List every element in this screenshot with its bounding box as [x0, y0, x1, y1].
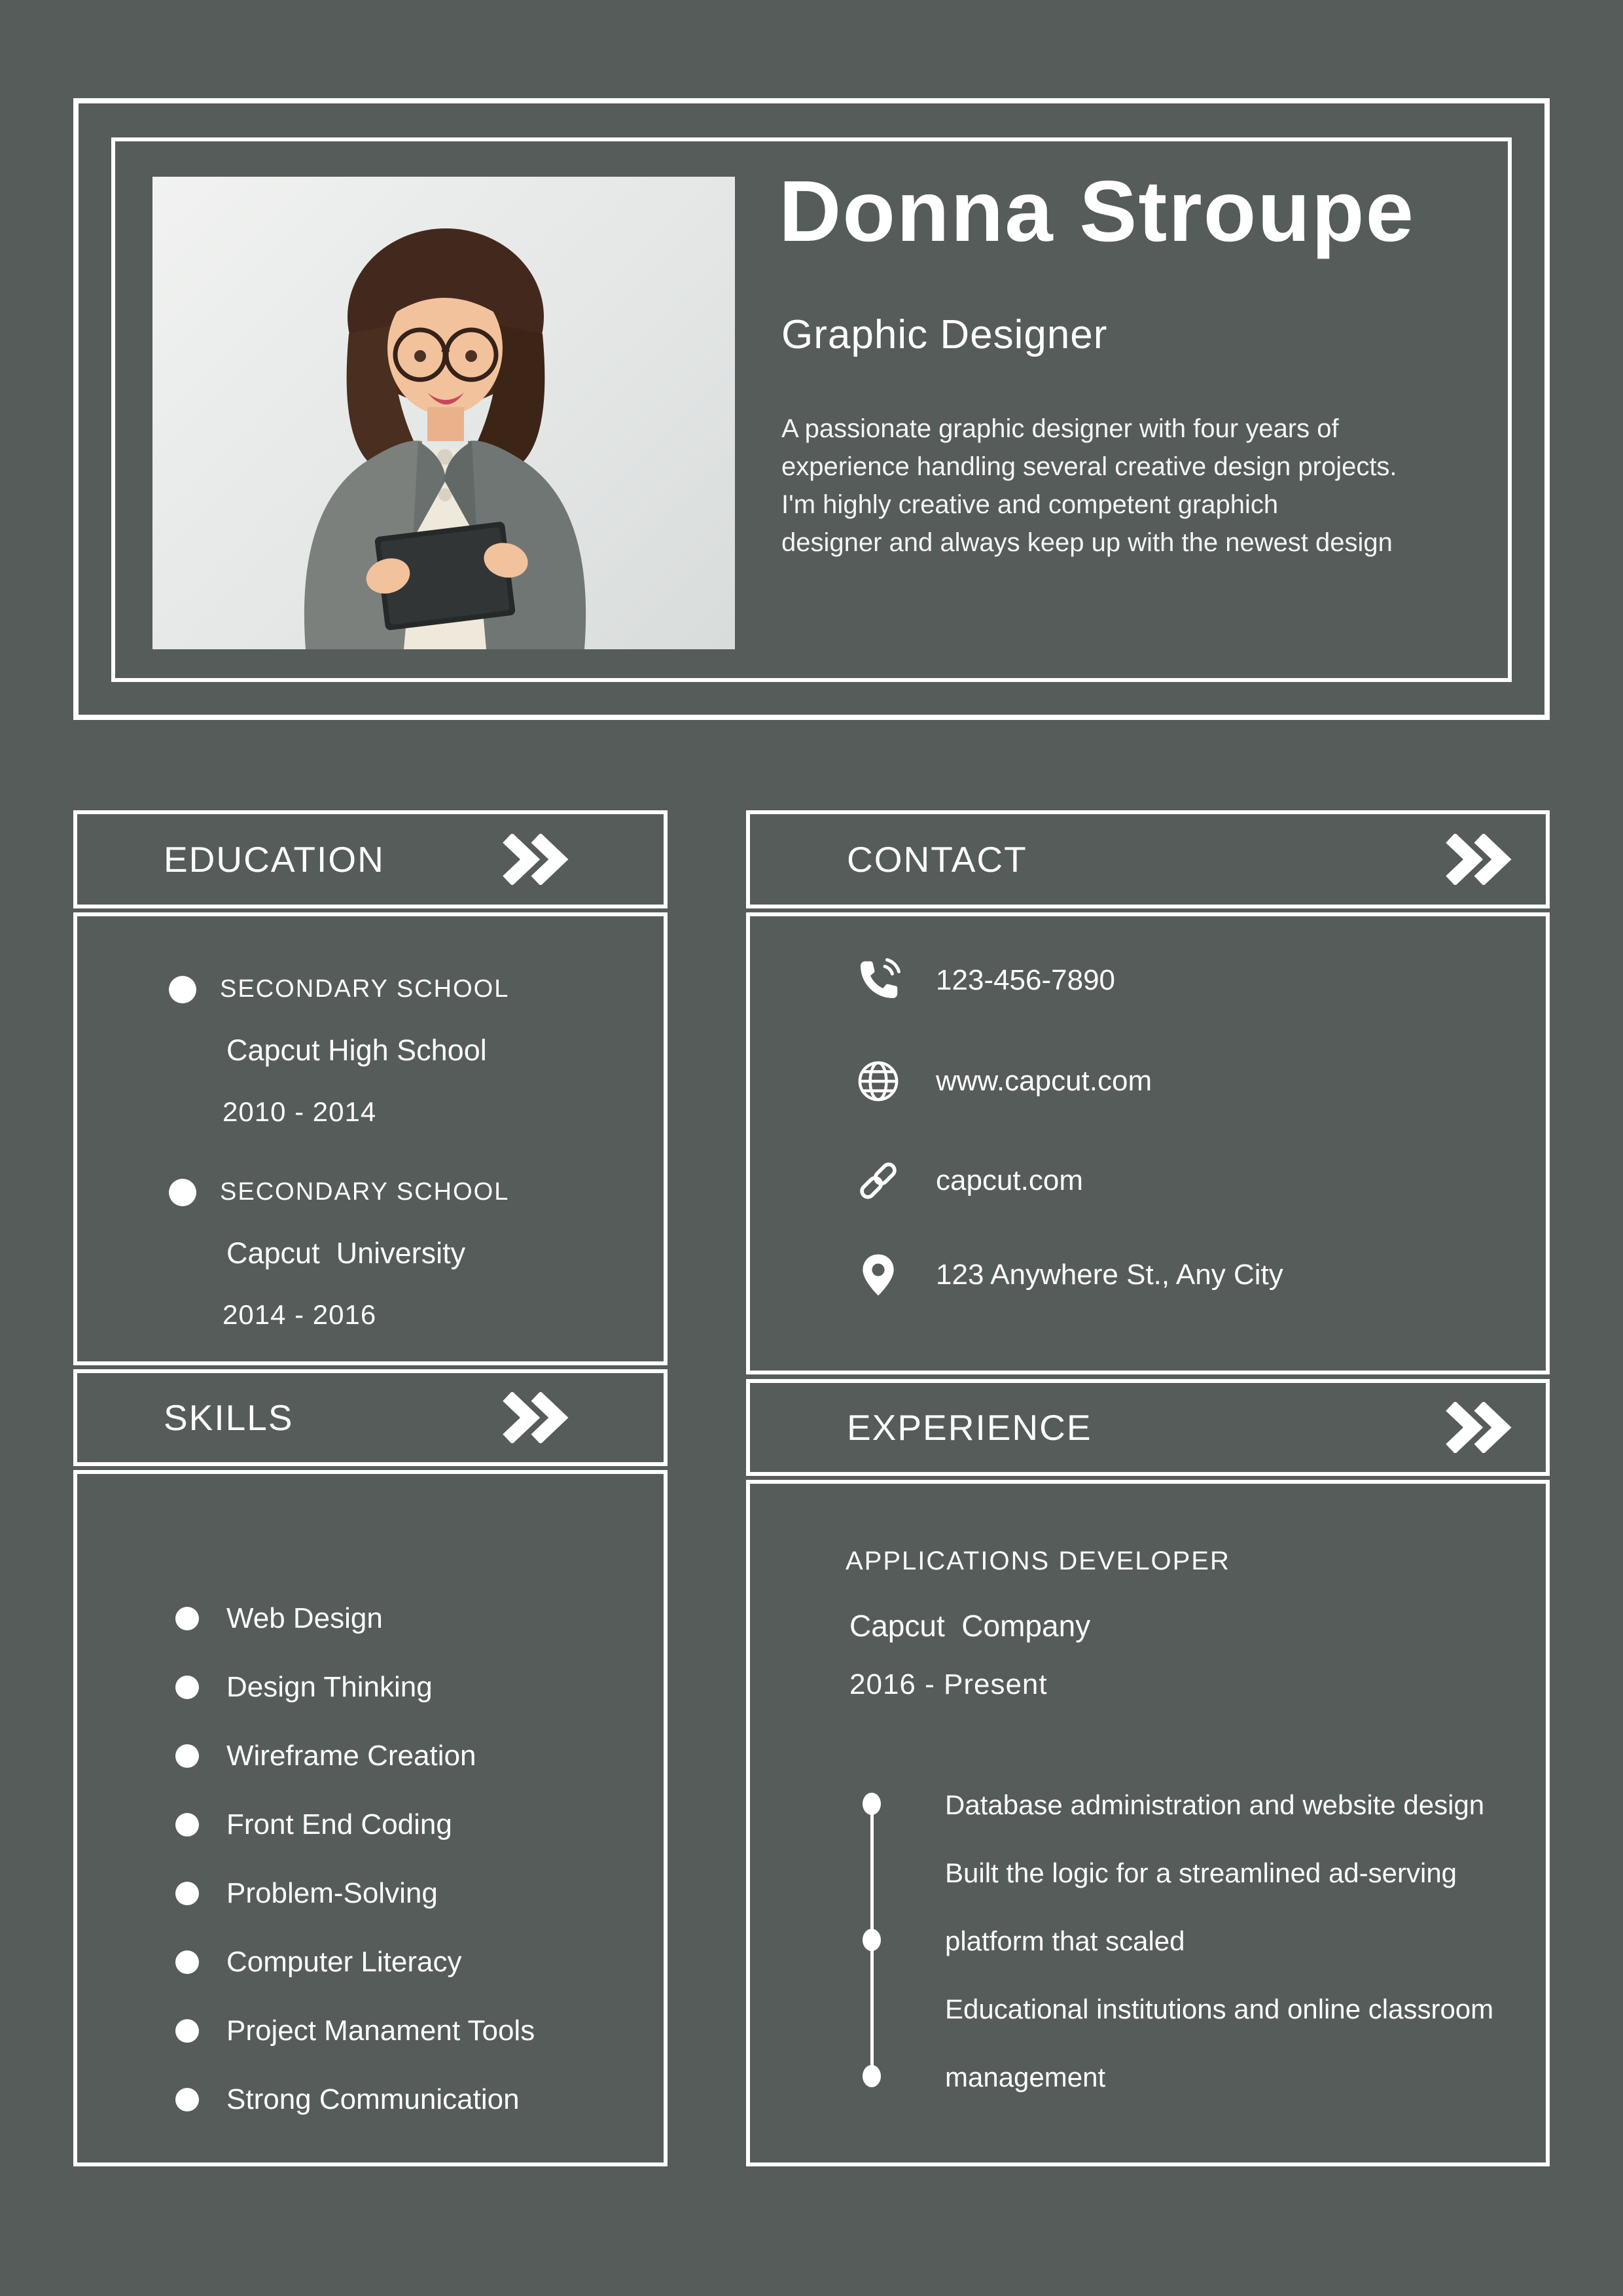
job-title: Graphic Designer [781, 312, 1108, 357]
education-item-dates: 2010 - 2014 [223, 1096, 377, 1127]
contact-section-header [746, 810, 1550, 908]
profile-photo [152, 177, 735, 649]
contact-item-phone [855, 957, 1115, 1004]
education-item-label: SECONDARY SCHOOL [220, 975, 510, 1003]
education-header-label: EDUCATION [164, 839, 385, 880]
education-item [169, 1178, 637, 1331]
contact-link-text: capcut.com [936, 1164, 1083, 1196]
education-content-box [73, 912, 668, 1365]
experience-bullet-line: Database administration and website design [945, 1789, 1485, 1820]
experience-content-box [746, 1480, 1550, 2166]
skills-list [175, 1584, 644, 2134]
bullet-dot [175, 1744, 199, 1768]
profile-photo-illustration [152, 177, 735, 649]
contact-item-address [855, 1251, 1283, 1299]
summary-line: designer and always keep up with the newest design [781, 528, 1393, 557]
experience-bullet-line: Built the logic for a streamlined ad-serving [945, 1857, 1457, 1888]
skill-item: Strong Communication [175, 2065, 644, 2134]
education-item [169, 975, 637, 1128]
skill-item: Front End Coding [175, 1790, 644, 1859]
bullet-dot [175, 2088, 199, 2111]
education-item-dates: 2014 - 2016 [223, 1299, 377, 1330]
timeline-dot [863, 1929, 881, 1951]
summary-paragraph [781, 410, 1514, 562]
skill-item: Project Manament Tools [175, 1996, 644, 2065]
experience-section-header [746, 1379, 1550, 1476]
experience-role: APPLICATIONS DEVELOPER [846, 1547, 1230, 1575]
experience-dates: 2016 - Present [849, 1668, 1048, 1700]
double-chevron-icon [501, 834, 569, 885]
bullet-dot [175, 1676, 199, 1699]
globe-icon [855, 1058, 902, 1105]
timeline-dot [863, 1793, 881, 1815]
contact-website-text: www.capcut.com [936, 1065, 1152, 1097]
contact-item-website [855, 1058, 1152, 1105]
skill-item: Problem-Solving [175, 1859, 644, 1928]
skill-item: Wireframe Creation [175, 1721, 644, 1790]
education-item-school: Capcut High School [226, 1033, 487, 1067]
bullet-dot [169, 976, 196, 1003]
skills-header-label: SKILLS [164, 1397, 294, 1438]
contact-content-box [746, 912, 1550, 1374]
summary-line: I'm highly creative and competent graphich [781, 490, 1279, 519]
experience-bullet-line: Educational institutions and online classroom [945, 1994, 1494, 2024]
hero-section [73, 98, 1550, 720]
location-pin-icon [855, 1251, 902, 1299]
timeline-dot [863, 2065, 881, 2087]
bullet-dot [175, 1882, 199, 1905]
skills-content-box [73, 1470, 668, 2166]
bullet-dot [175, 1607, 199, 1630]
education-item-school: Capcut University [226, 1236, 466, 1270]
experience-bullet-line: platform that scaled [945, 1926, 1185, 1956]
bullet-dot [175, 1950, 199, 1974]
person-name: Donna Stroupe [779, 163, 1415, 259]
phone-icon [855, 957, 902, 1004]
education-item-label: SECONDARY SCHOOL [220, 1178, 510, 1206]
skill-item: Web Design [175, 1584, 644, 1653]
bullet-dot [175, 1813, 199, 1837]
skill-item: Computer Literacy [175, 1928, 644, 1996]
contact-header-label: CONTACT [847, 839, 1027, 880]
summary-line: experience handling several creative design projects. [781, 452, 1397, 481]
education-section-header [73, 810, 668, 908]
skills-section-header [73, 1369, 668, 1466]
contact-item-link [855, 1157, 1083, 1204]
bullet-dot [169, 1179, 196, 1206]
bullet-dot [175, 2019, 199, 2043]
skill-item: Design Thinking [175, 1653, 644, 1721]
summary-line: A passionate graphic designer with four years of [781, 414, 1339, 443]
contact-address-text: 123 Anywhere St., Any City [936, 1259, 1283, 1291]
experience-company: Capcut Company [849, 1609, 1091, 1643]
experience-header-label: EXPERIENCE [847, 1407, 1092, 1448]
double-chevron-icon [501, 1392, 569, 1443]
link-icon [855, 1157, 902, 1204]
experience-bullet-line: management [945, 2062, 1106, 2092]
contact-phone-text: 123-456-7890 [936, 964, 1116, 996]
double-chevron-icon [1444, 1402, 1512, 1453]
double-chevron-icon [1444, 834, 1512, 885]
